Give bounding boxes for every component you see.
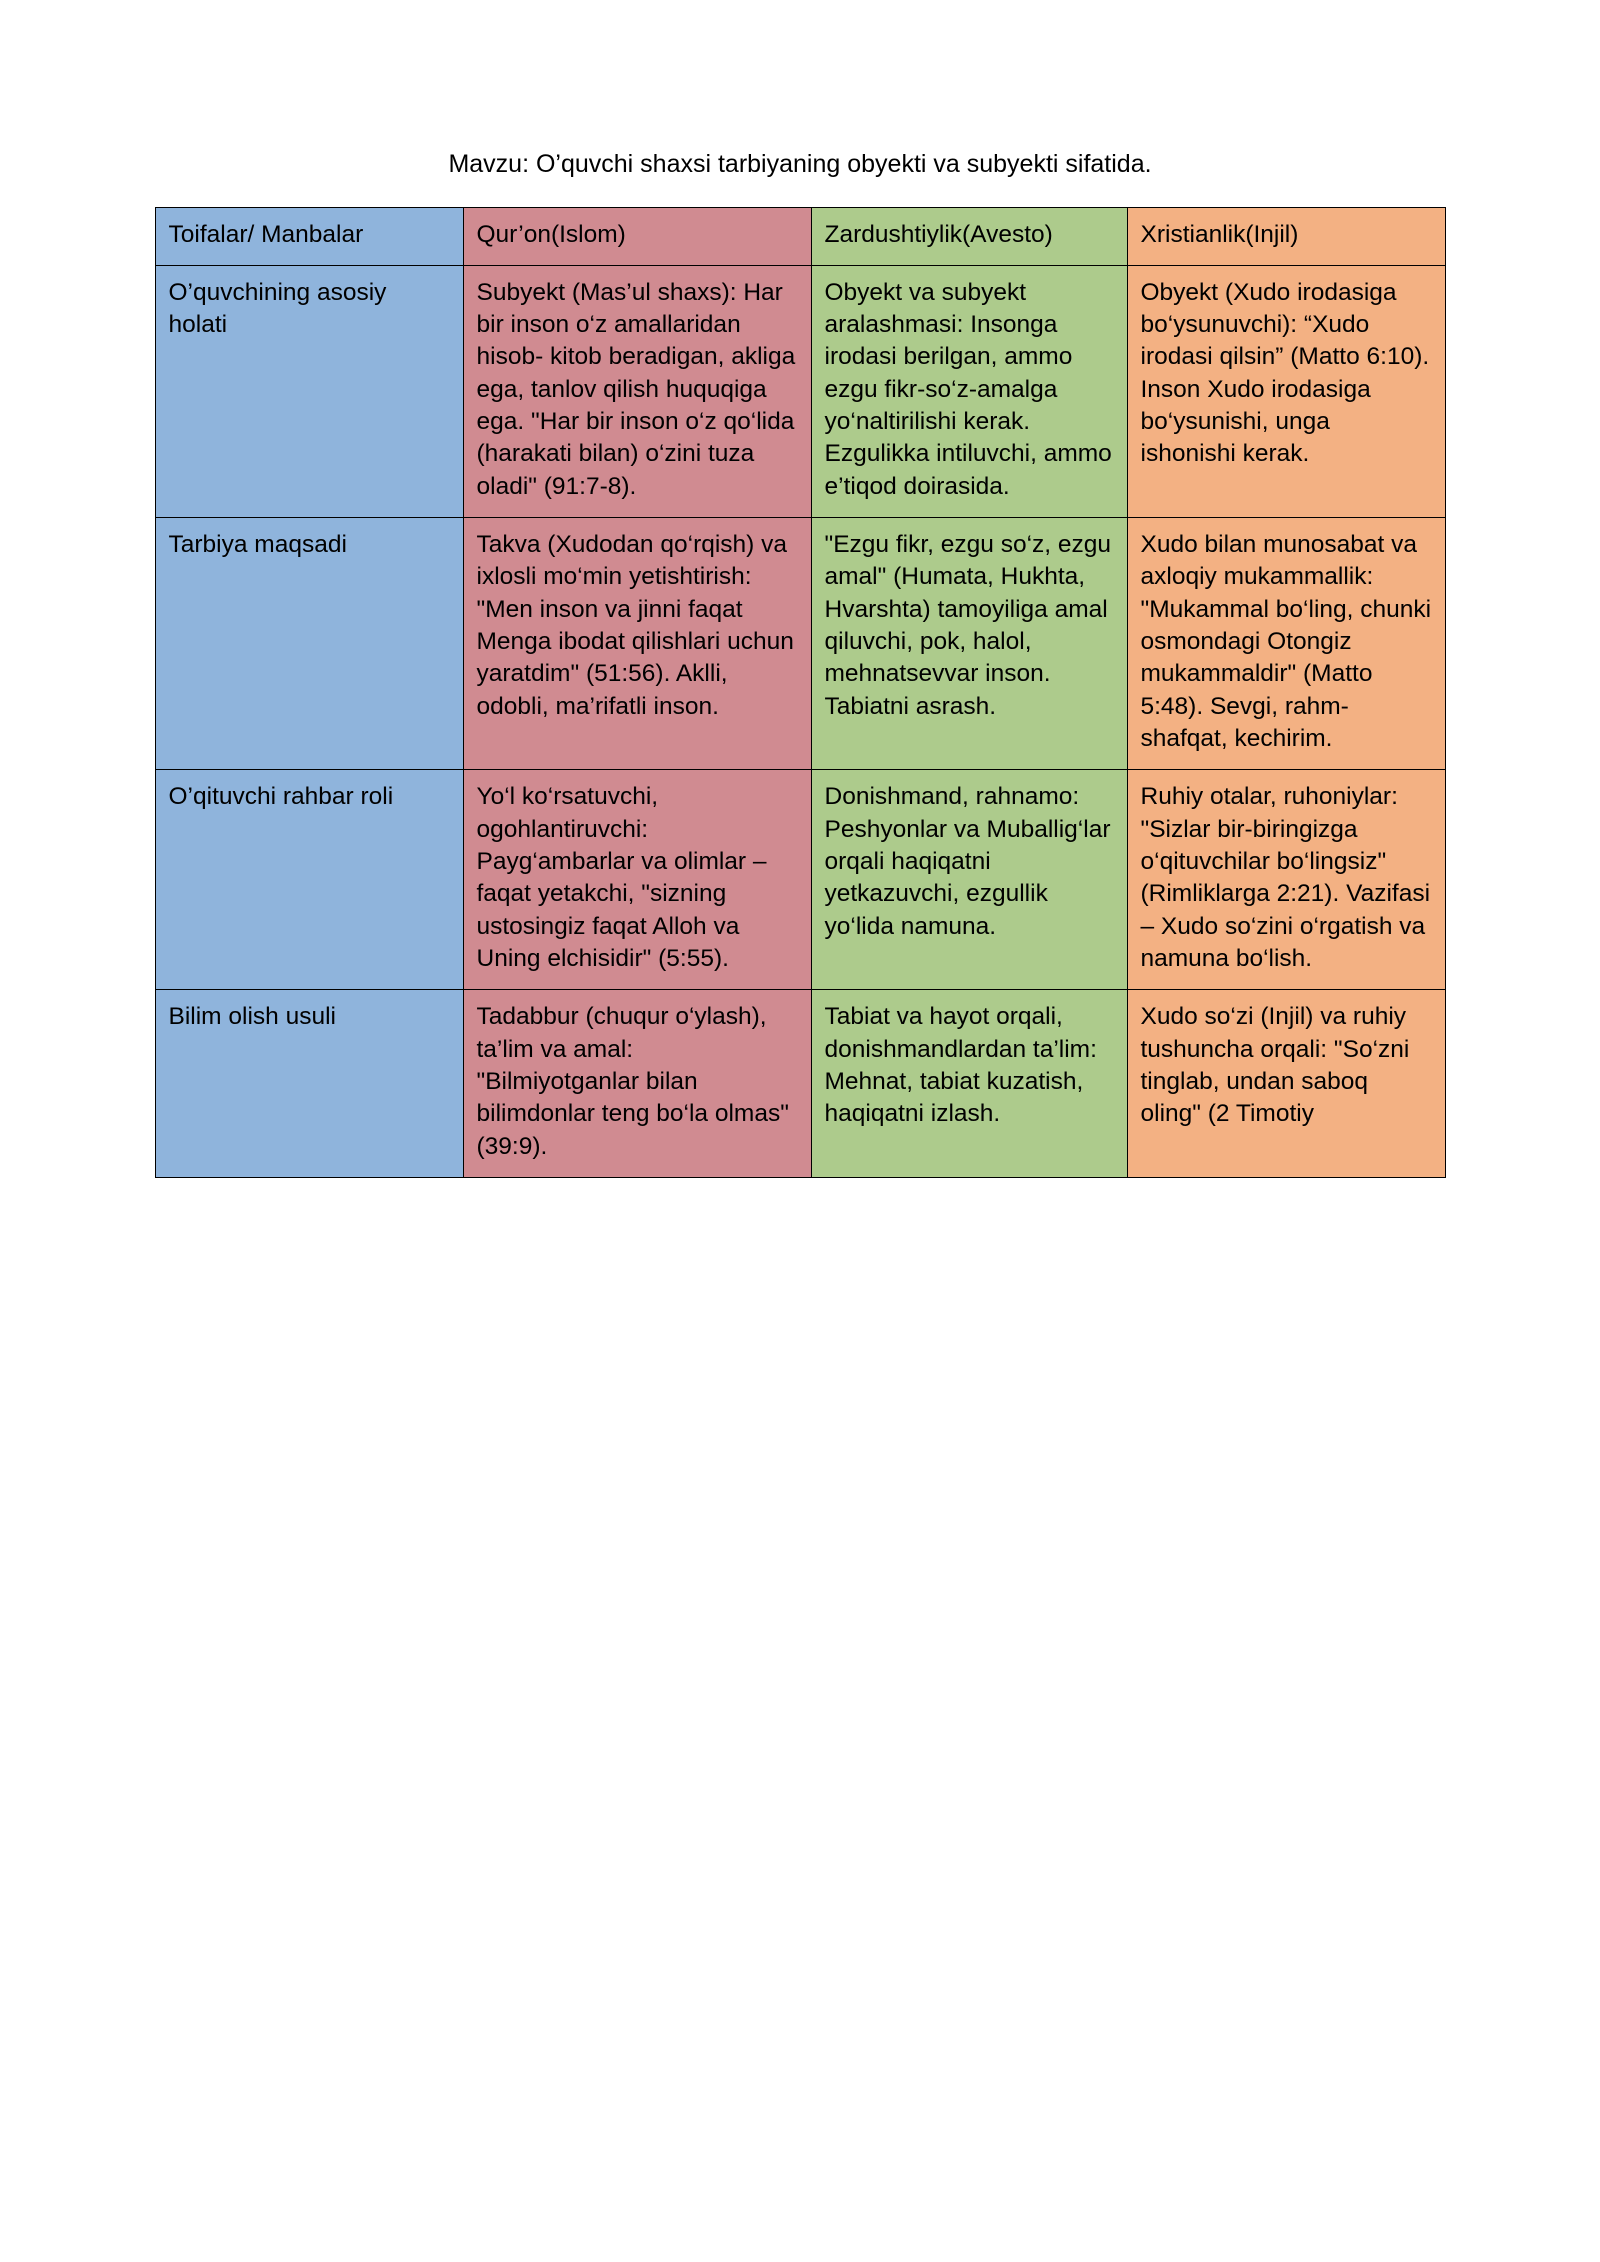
cell-christian: Ruhiy otalar, ruhoniylar: "Sizlar bir-biringizga o‘qituvchilar bo‘lingsiz" (Rimliklarga 2:21). Vazifasi – Xudo so‘zini o‘rgatish va namuna bo‘lish. [1127, 770, 1445, 990]
row-category-label: Bilim olish usuli [155, 990, 463, 1178]
cell-islam: Tadabbur (chuqur o‘ylash), ta’lim va amal: "Bilmiyotganlar bilan bilimdonlar teng bo‘la olmas" (39:9). [463, 990, 811, 1178]
table-row [155, 990, 1445, 1178]
column-header-christian: Xristianlik(Injil) [1127, 207, 1445, 265]
cell-islam: Yo‘l ko‘rsatuvchi, ogohlantiruvchi: Payg‘ambarlar va olimlar – faqat yetakchi, "sizning ustosingiz faqat Alloh va Uning elchisidir" (5:55). [463, 770, 811, 990]
cell-christian: Xudo bilan munosabat va axloqiy mukammallik: "Mukammal bo‘ling, chunki osmondagi Otongiz mukammaldir" (Matto 5:48). Sevgi, rahm-shafqat, kechirim. [1127, 518, 1445, 770]
column-header-category: Toifalar/ Manbalar [155, 207, 463, 265]
cell-zoroastrian: Tabiat va hayot orqali, donishmandlardan ta’lim: Mehnat, tabiat kuzatish, haqiqatni izlash. [811, 990, 1127, 1178]
row-category-label: O’quvchining asosiy holati [155, 265, 463, 517]
row-category-label: Tarbiya maqsadi [155, 518, 463, 770]
table-row [155, 518, 1445, 770]
cell-christian: Xudo so‘zi (Injil) va ruhiy tushuncha orqali: "So‘zni tinglab, undan saboq oling" (2 Timotiy [1127, 990, 1445, 1178]
page-title: Mavzu: O’quvchi shaxsi tarbiyaning obyekti va subyekti sifatida. [448, 150, 1152, 178]
cell-zoroastrian: Obyekt va subyekt aralashmasi: Insonga irodasi berilgan, ammo ezgu fikr-so‘z-amalga yo‘naltirilishi kerak. Ezgulikka intiluvchi, ammo e’tiqod doirasida. [811, 265, 1127, 517]
table-header-row [155, 207, 1445, 265]
cell-christian: Obyekt (Xudo irodasiga bo‘ysunuvchi): “Xudo irodasi qilsin” (Matto 6:10). Inson Xudo irodasiga bo‘ysunishi, unga ishonishi kerak. [1127, 265, 1445, 517]
table-row [155, 265, 1445, 517]
cell-islam: Takva (Xudodan qo‘rqish) va ixlosli mo‘min yetishtirish: "Men inson va jinni faqat Menga ibodat qilishlari uchun yaratdim" (51:56). Aklli, odobli, ma’rifatli inson. [463, 518, 811, 770]
cell-zoroastrian: Donishmand, rahnamo: Peshyonlar va Muballig‘lar orqali haqiqatni yetkazuvchi, ezgullik yo‘lida namuna. [811, 770, 1127, 990]
row-category-label: O’qituvchi rahbar roli [155, 770, 463, 990]
cell-islam: Subyekt (Mas’ul shaxs): Har bir inson o‘z amallaridan hisob- kitob beradigan, akliga ega, tanlov qilish huquqiga ega. "Har bir inson o‘z qo‘lida (harakati bilan) o‘zini tuza oladi" (91:7-8). [463, 265, 811, 517]
comparison-table [155, 207, 1446, 1179]
table-row [155, 770, 1445, 990]
cell-zoroastrian: "Ezgu fikr, ezgu so‘z, ezgu amal" (Humata, Hukhta, Hvarshta) tamoyiliga amal qiluvchi, pok, halol, mehnatsevvar inson. Tabiatni asrash. [811, 518, 1127, 770]
column-header-zoroastrian: Zardushtiylik(Avesto) [811, 207, 1127, 265]
column-header-islam: Qur’on(Islom) [463, 207, 811, 265]
